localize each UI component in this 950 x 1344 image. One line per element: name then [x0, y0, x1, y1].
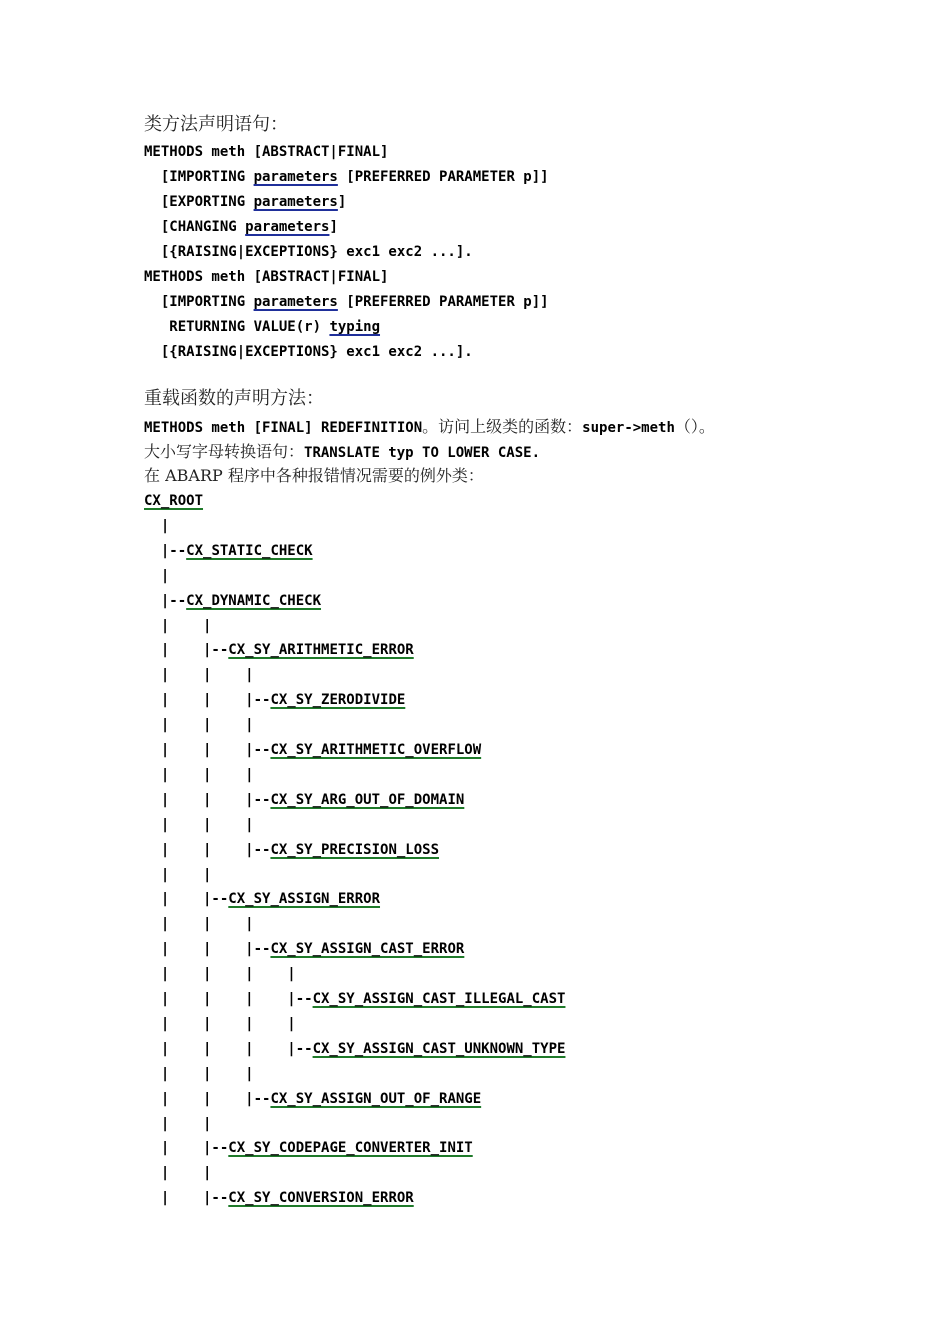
- tree-line: [144, 764, 254, 786]
- syntax-line: [144, 316, 380, 338]
- code-text: [PREFERRED PARAMETER p]]: [337, 169, 549, 185]
- code-text: | |--: [144, 642, 229, 659]
- tree-line: [144, 739, 481, 761]
- tree-line: [144, 664, 254, 686]
- code-text: METHODS meth [ABSTRACT|FINAL]: [144, 144, 389, 160]
- translate-statement: [144, 441, 540, 463]
- code-text: METHODS meth [FINAL] REDEFINITION: [144, 420, 423, 436]
- tree-line: [144, 1013, 296, 1035]
- tree-line: [144, 913, 254, 935]
- code-text: [{RAISING|EXCEPTIONS} exc1 exc2 ...].: [144, 244, 473, 260]
- code-text: | |: [144, 1115, 212, 1132]
- tree-line: [144, 1063, 254, 1085]
- syntax-link[interactable]: parameters: [245, 219, 330, 235]
- code-text: METHODS meth [ABSTRACT|FINAL]: [144, 269, 389, 285]
- tree-line: [144, 639, 414, 661]
- code-text: | | |: [144, 717, 254, 734]
- code-text: RETURNING VALUE(r): [144, 319, 330, 335]
- tree-line: [144, 789, 464, 811]
- tree-line: [144, 590, 321, 612]
- tree-line: [144, 988, 565, 1010]
- code-text: ]: [337, 194, 347, 210]
- code-text: | |--: [144, 1140, 229, 1157]
- exception-class-link[interactable]: CX_STATIC_CHECK: [186, 542, 313, 559]
- code-text: | | |--: [144, 742, 271, 758]
- heading-class-method-declaration: 类方法声明语句：: [144, 114, 288, 135]
- syntax-link[interactable]: parameters: [253, 294, 338, 310]
- exception-classes-intro: 在 ABARP 程序中各种报错情况需要的例外类：: [144, 466, 484, 485]
- syntax-line: [144, 141, 388, 163]
- code-text: super->meth: [582, 420, 675, 436]
- heading-redefinition: 重载函数的声明方法：: [144, 388, 324, 409]
- code-text: TRANSLATE typ TO LOWER CASE.: [304, 445, 541, 461]
- tree-line: [144, 1187, 414, 1209]
- exception-class-link[interactable]: CX_SY_ARG_OUT_OF_DOMAIN: [270, 791, 465, 808]
- redefinition-statement: [144, 416, 715, 438]
- syntax-line: [144, 291, 549, 313]
- tree-line: [144, 938, 464, 960]
- tree-line: [144, 615, 211, 637]
- code-text: （）。: [674, 417, 715, 436]
- code-text: |: [144, 567, 170, 584]
- code-text: [{RAISING|EXCEPTIONS} exc1 exc2 ...].: [144, 344, 473, 360]
- code-text: ]: [329, 219, 338, 235]
- exception-class-link[interactable]: CX_SY_CONVERSION_ERROR: [228, 1190, 414, 1207]
- syntax-link[interactable]: parameters: [253, 169, 338, 185]
- tree-line: [144, 490, 203, 512]
- code-text: |--: [144, 542, 187, 559]
- tree-line: [144, 540, 313, 562]
- code-text: | |: [144, 1165, 212, 1182]
- syntax-link[interactable]: parameters: [253, 194, 338, 210]
- tree-line: [144, 1038, 565, 1060]
- code-text: 大小写字母转换语句：: [144, 442, 305, 461]
- code-text: | | |--: [144, 941, 271, 958]
- tree-line: [144, 565, 169, 587]
- tree-line: [144, 1088, 481, 1110]
- code-text: | | |: [144, 916, 254, 933]
- exception-class-link[interactable]: CX_SY_ZERODIVIDE: [270, 692, 406, 709]
- code-text: | | | |: [144, 1015, 296, 1032]
- code-text: | | |: [144, 766, 254, 783]
- tree-line: [144, 1162, 211, 1184]
- code-text: |: [144, 517, 170, 534]
- code-text: | |: [144, 617, 212, 634]
- code-text: |--: [144, 592, 187, 609]
- syntax-line: [144, 241, 473, 263]
- exception-class-link[interactable]: CX_SY_ARITHMETIC_ERROR: [228, 642, 414, 659]
- exception-class-link[interactable]: CX_SY_ARITHMETIC_OVERFLOW: [270, 742, 482, 758]
- syntax-link[interactable]: typing: [329, 319, 381, 335]
- code-text: | | | |: [144, 966, 296, 983]
- code-text: [EXPORTING: [144, 194, 254, 210]
- exception-class-link[interactable]: CX_ROOT: [144, 493, 204, 509]
- code-text: | |--: [144, 891, 229, 908]
- code-text: [IMPORTING: [144, 169, 254, 185]
- exception-class-link[interactable]: CX_SY_ASSIGN_OUT_OF_RANGE: [270, 1090, 482, 1107]
- code-text: | | |: [144, 816, 254, 833]
- exception-class-link[interactable]: CX_SY_CODEPAGE_CONVERTER_INIT: [228, 1140, 473, 1157]
- code-text: | |--: [144, 1190, 229, 1207]
- syntax-line: [144, 266, 388, 288]
- tree-line: [144, 814, 254, 836]
- syntax-line: [144, 166, 549, 188]
- exception-class-link[interactable]: CX_SY_ASSIGN_CAST_UNKNOWN_TYPE: [312, 1040, 566, 1057]
- code-text: | | |--: [144, 1090, 271, 1107]
- tree-line: [144, 839, 439, 861]
- code-text: | | | |--: [144, 1040, 313, 1057]
- tree-line: [144, 515, 169, 537]
- syntax-line: [144, 341, 473, 363]
- code-text: 。访问上级类的函数：: [422, 417, 583, 436]
- tree-line: [144, 1137, 473, 1159]
- exception-class-link[interactable]: CX_DYNAMIC_CHECK: [186, 592, 322, 609]
- exception-class-link[interactable]: CX_SY_ASSIGN_ERROR: [228, 891, 381, 908]
- exception-class-link[interactable]: CX_SY_ASSIGN_CAST_ILLEGAL_CAST: [312, 991, 566, 1007]
- code-text: | |: [144, 866, 212, 883]
- tree-line: [144, 888, 380, 910]
- exception-class-link[interactable]: CX_SY_ASSIGN_CAST_ERROR: [270, 941, 465, 958]
- tree-line: [144, 864, 211, 886]
- tree-line: [144, 714, 254, 736]
- syntax-line: [144, 191, 346, 213]
- code-text: [CHANGING: [144, 219, 246, 235]
- code-text: | | |--: [144, 692, 271, 709]
- code-text: | | |: [144, 667, 254, 684]
- code-text: | | |--: [144, 841, 271, 858]
- code-text: [PREFERRED PARAMETER p]]: [337, 294, 549, 310]
- syntax-line: [144, 216, 338, 238]
- code-text: | | |--: [144, 791, 271, 808]
- tree-line: [144, 963, 296, 985]
- tree-line: [144, 1113, 211, 1135]
- tree-line: [144, 689, 405, 711]
- code-text: | | |: [144, 1065, 254, 1082]
- code-text: [IMPORTING: [144, 294, 254, 310]
- exception-class-link[interactable]: CX_SY_PRECISION_LOSS: [270, 841, 440, 858]
- code-text: | | | |--: [144, 991, 313, 1007]
